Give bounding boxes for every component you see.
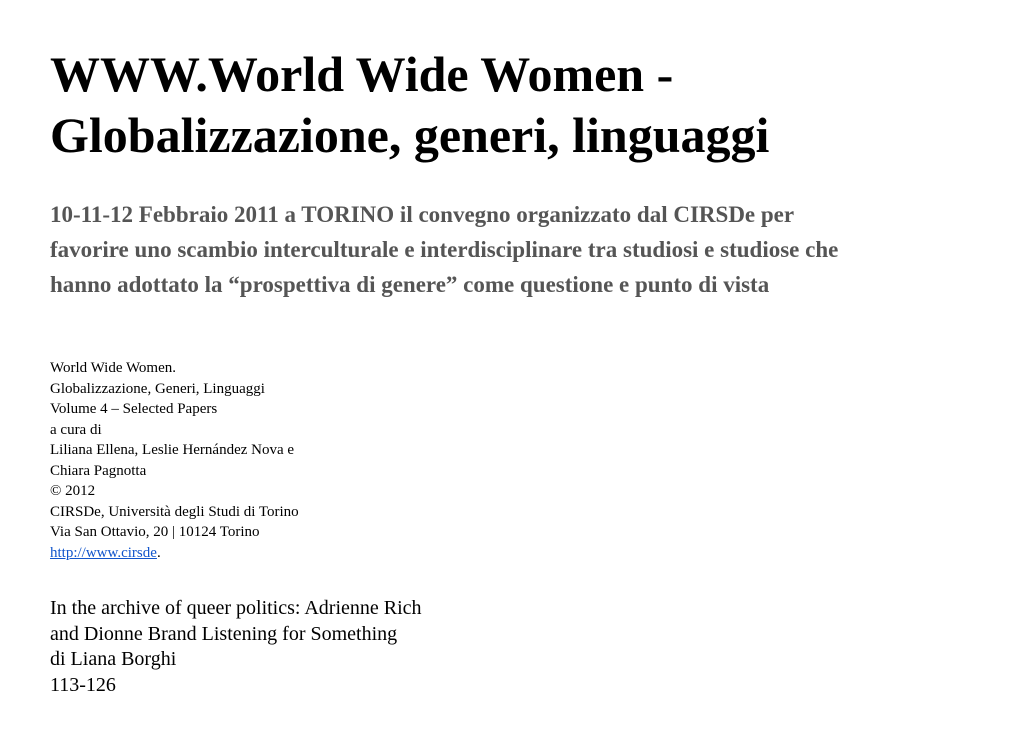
article-title-line-1: In the archive of queer politics: Adrienne Rich bbox=[50, 597, 422, 619]
subtitle-line-3: hanno adottato la “prospettiva di genere” come questione e punto di vista bbox=[50, 272, 770, 297]
colophon-editors-label: a cura di bbox=[50, 421, 102, 438]
colophon-copyright: © 2012 bbox=[50, 483, 96, 499]
colophon-editors: Liliana Ellena, Leslie Hernández Nova e bbox=[50, 442, 295, 458]
article-entry bbox=[50, 596, 422, 698]
article-author: di Liana Borghi bbox=[50, 648, 177, 670]
colophon-address: Via San Ottavio, 20 | 10124 Torino bbox=[50, 524, 260, 540]
title-line-2: Globalizzazione, generi, linguaggi bbox=[50, 107, 770, 163]
document-title bbox=[50, 44, 769, 166]
title-line-1: WWW.World Wide Women - bbox=[50, 46, 674, 102]
event-description bbox=[50, 197, 838, 302]
publication-colophon bbox=[50, 358, 299, 563]
colophon-subtitle: Globalizzazione, Generi, Linguaggi bbox=[50, 380, 265, 397]
colophon-publisher: CIRSDe, Università degli Studi di Torino bbox=[50, 503, 299, 520]
cirsde-website-link[interactable]: http://www.cirsde bbox=[50, 544, 157, 561]
link-period: . bbox=[156, 544, 161, 561]
colophon-editors-cont: Chiara Pagnotta bbox=[50, 462, 147, 479]
colophon-website-line bbox=[50, 543, 299, 564]
article-pages: 113-126 bbox=[50, 673, 116, 696]
article-title-line-2: and Dionne Brand Listening for Something bbox=[50, 622, 398, 645]
colophon-volume: Volume 4 – Selected Papers bbox=[50, 401, 218, 417]
subtitle-line-2: favorire uno scambio interculturale e interdisciplinare tra studiosi e studiose che bbox=[50, 237, 839, 262]
subtitle-line-1: 10-11-12 Febbraio 2011 a TORINO il convegno organizzato dal CIRSDe per bbox=[50, 202, 795, 227]
colophon-series-title: World Wide Women. bbox=[50, 360, 176, 376]
